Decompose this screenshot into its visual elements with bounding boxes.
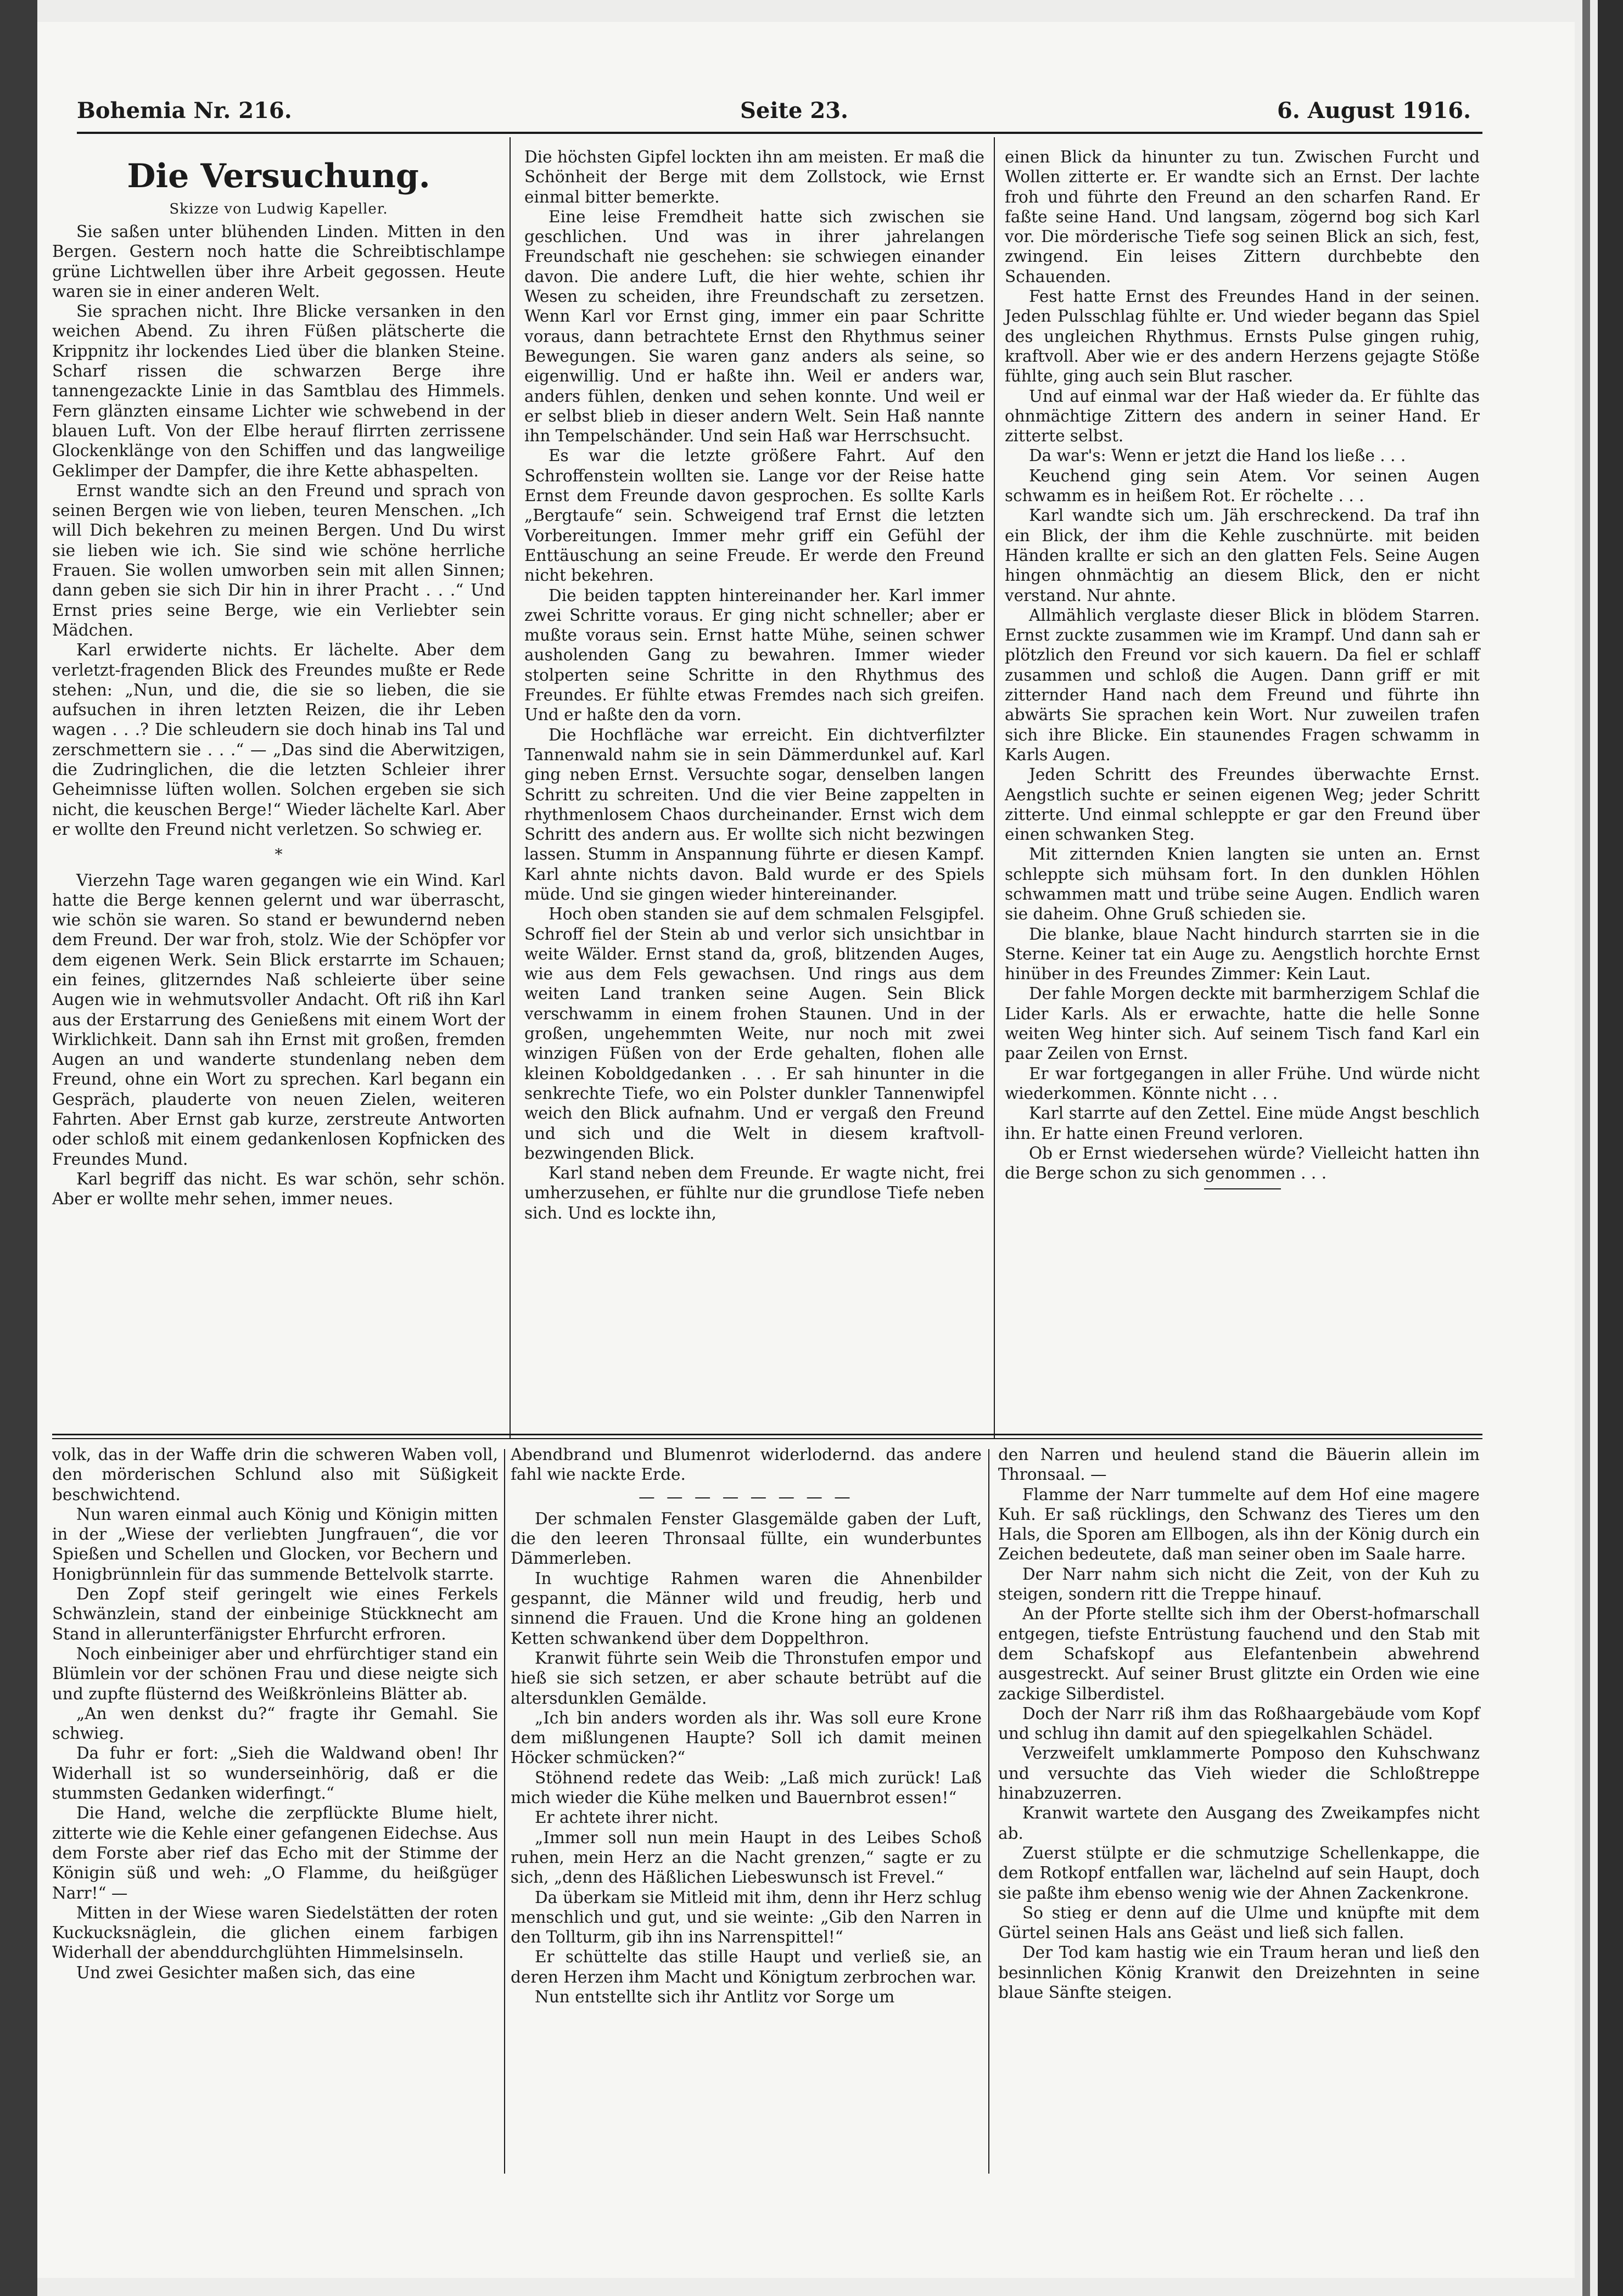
lower-paragraph: Kranwit wartete den Ausgang des Zweikampfes nicht ab. <box>998 1804 1480 1843</box>
lower-column-divider-1 <box>504 1449 505 2174</box>
story-column-2 <box>524 147 984 1223</box>
story-paragraph: Allmählich verglaste dieser Blick in blödem Starren. Ernst zuckte zusammen wie im Krampf. Und dann sah er plötzlich den Freund vor sich kauern. Da fiel er schlaff zusammen und schloß die Augen. Dann griff er mit zitternder Hand nach dem Freund und führte ihn abwärts Sie sprachen kein Wort. Nur zuweilen trafen sich ihre Blicke. Ein staunendes Fragen schwamm in Karls Augen. <box>1005 605 1480 764</box>
lower-paragraph: So stieg er denn auf die Ulme und knüpfte mit dem Gürtel seinen Hals ans Geäst und ließ sich fallen. <box>998 1903 1480 1943</box>
lower-paragraph: Der schmalen Fenster Glasgemälde gaben der Luft, die den leeren Thronsaal füllte, ein wunderbuntes Dämmerleben. <box>511 1509 982 1568</box>
section-separator <box>52 1434 1482 1435</box>
lower-paragraph: An der Pforte stellte sich ihm der Oberst-hofmarschall entgegen, tiefste Entrüstung fauchend und den Stab mit dem Schafskopf aus Elefantenbein abwehrend ausgestreckt. Auf seiner Brust glitzte ein Orden wie eine zackige Silberdistel. <box>998 1604 1480 1703</box>
scan-edge-left <box>0 0 37 2296</box>
story-title: Die Versuchung. <box>127 157 430 195</box>
lower-paragraph: In wuchtige Rahmen waren die Ahnenbilder gespannt, die Männer wild und freudig, herb und sinnend die Frauen. Und die Krone hing an goldenen Ketten schwankend über dem Doppelthron. <box>511 1569 982 1648</box>
header-date: 6. August 1916. <box>1277 98 1471 123</box>
story-paragraph: Die Hochfläche war erreicht. Ein dichtverfilzter Tannenwald nahm sie in sein Dämmerdunkel auf. Karl ging neben Ernst. Versuchte sogar, denselben langen Schritt zu schreiten. Und die vier Beine zappelten in rhythmenlosem Chaos durcheinander. Ernst wich dem Schritt des andern aus. Er wollte sich nicht bezwingen lassen. Stumm in Anspannung führte er diesen Kampf. Karl ahnte nichts davon. Bald wurde er des Spiels müde. Und sie gingen wieder hintereinander. <box>524 725 984 903</box>
story-paragraph: Die beiden tappten hintereinander her. Karl immer zwei Schritte voraus. Er ging nicht schneller; aber er mußte voraus sein. Ernst hatte Mühe, seinen schwer ausholenden Gang zu bewahren. Immer wieder stolperten seine Schritte in den Rhythmus des Freundes. Er fühlte etwas Fremdes nach sich greifen. Und er haßte den da vorn. <box>524 586 984 725</box>
lower-paragraph: den Narren und heulend stand die Bäuerin allein im Thronsaal. — <box>998 1445 1480 1484</box>
story-paragraph: Der fahle Morgen deckte mit barmherzigem Schlaf die Lider Karls. Als er erwachte, hatte die helle Sonne weiten Weg hinter sich. Auf seinem Tisch fand Karl ein paar Zeilen von Ernst. <box>1005 984 1480 1063</box>
story-paragraph: Da war's: Wenn er jetzt die Hand los ließe . . . <box>1029 446 1406 465</box>
story-paragraph: Karl starrte auf den Zettel. Eine müde Angst beschlich ihn. Er hatte einen Freund verloren. <box>1005 1104 1480 1143</box>
lower-column-1 <box>52 1445 498 1983</box>
lower-column-divider-2 <box>988 1449 989 2174</box>
story-byline: Skizze von Ludwig Kapeller. <box>169 201 388 217</box>
lower-paragraph: Nun waren einmal auch König und Königin mitten in der „Wiese der verliebten Jungfrauen“, die vor Spießen und Schellen und Glocken, vor Bechern und Honigbrünnlein für das summende Bettelvolk starrte. <box>52 1505 498 1584</box>
story-paragraph: Es war die letzte größere Fahrt. Auf den Schroffenstein wollten sie. Lange vor der Reise hatte Ernst dem Freunde davon gesprochen. Es sollte Karls „Bergtaufe“ sein. Schweigend traf Ernst die letzten Vorbereitungen. Immer mehr griff ein Gefühl der Enttäuschung an seine Freude. Er werde den Freund nicht bekehren. <box>524 446 984 585</box>
header-publication: Bohemia Nr. 216. <box>77 98 292 123</box>
story-end-rule <box>1204 1188 1281 1189</box>
lower-paragraph: Verzweifelt umklammerte Pomposo den Kuhschwanz und versuchte das Vieh wieder die Schloßtreppe hinabzuzerren. <box>998 1744 1480 1803</box>
story-paragraph: Jeden Schritt des Freundes überwachte Ernst. Aengstlich suchte er seinen eigenen Weg; jeder Schritt zitterte. Und einmal schleppte er gar den Freund über einen schwanken Steg. <box>1005 765 1480 844</box>
story-paragraph: Mit zitternden Knien langten sie unten an. Ernst schleppte sich mühsam fort. In den dunklen Höhlen schwammen matt und trübe seine Augen. Endlich waren sie daheim. Ohne Gruß schieden sie. <box>1005 845 1480 924</box>
lower-paragraph: „Immer soll nun mein Haupt in des Leibes Schoß ruhen, mein Herz an die Nacht grenzen,“ sagte er zu sich, „denn des Häßlichen Liebeswunsch ist Frevel.“ <box>511 1828 982 1887</box>
lower-column-2 <box>511 1445 982 2007</box>
story-paragraph: einen Blick da hinunter zu tun. Zwischen Furcht und Wollen zitterte er. Er wandte sich an Ernst. Der lachte froh und führte den Freund an den scharfen Rand. Er faßte seine Hand. Und langsam, zögernd bog sich Karl vor. Die mörderische Tiefe sog seinen Blick an sich, fest, zwingend. Ein leises Zittern durchbebte den Schauenden. <box>1005 148 1480 286</box>
lower-paragraph: „Ich bin anders worden als ihr. Was soll eure Krone dem mißlungenen Haupte? Soll ich damit meinen Höcker schmücken?“ <box>511 1708 982 1767</box>
lower-paragraph: Die Hand, welche die zerpflückte Blume hielt, zitterte wie die Kehle einer gefangenen Eidechse. Aus dem Forste aber rief das Echo mit der Stimme der Königin süß und weh: „O Flamme, du heißgüger Narr!“ — <box>52 1804 498 1902</box>
lower-paragraph: Da überkam sie Mitleid mit ihm, denn ihr Herz schlug menschlich und gut, und sie weinte: „Gib den Narren in den Tollturm, gib ihn ins Narrenspittel!“ <box>511 1888 982 1947</box>
story-paragraph: Und auf einmal war der Haß wieder da. Er fühlte das ohnmächtige Zittern des andern in seiner Hand. Er zitterte selbst. <box>1005 386 1480 446</box>
story-column-1 <box>52 138 505 1209</box>
lower-paragraph: Der Tod kam hastig wie ein Traum heran und ließ den besinnlichen König Kranwit den Dreizehnten in seine blaue Sänfte steigen. <box>998 1943 1480 2002</box>
column-divider-2 <box>994 137 995 1438</box>
lower-paragraph: Er achtete ihrer nicht. <box>535 1808 719 1827</box>
lower-dash-break: — — — — — — — — <box>639 1487 854 1506</box>
story-paragraph: Ernst wandte sich an den Freund und sprach von seinen Bergen wie von lieben, teuren Menschen. „Ich will Dich bekehren zu meinen Bergen. Und Du wirst sie lieben wie ich. Sie sind wie schöne herrliche Frauen. Sie wollen umworben sein mit allen Sinnen; dann geben sie sich Dir hin in ihrer Pracht . . .“ Und Ernst pries seine Berge, wie ein Verliebter sein Mädchen. <box>52 481 505 639</box>
lower-paragraph: Mitten in der Wiese waren Siedelstätten der roten Kuckucksnäglein, die glichen einem farbigen Widerhall der abenddurchglühten Himmelsinseln. <box>52 1903 498 1962</box>
header-rule <box>77 132 1482 134</box>
story-paragraph: Sie sprachen nicht. Ihre Blicke versanken in den weichen Abend. Zu ihren Füßen plätscherte die Krippnitz ihr lockendes Lied über die blanken Steine. Scharf rissen die schwarzen Berge ihre tannengezackte Linie in das Samtblau des Himmels. Fern glänzten einsame Lichter wie schwebend in der blauen Luft. Von der Elbe herauf flirrten zerrissene Glockenklänge von den Schiffen und das langweilige Geklimper der Dampfer, die ihre Kette abhaspelten. <box>52 302 505 480</box>
section-break-asterisk: * <box>275 845 283 864</box>
story-paragraph: Karl begriff das nicht. Es war schön, sehr schön. Aber er wollte mehr sehen, immer neues. <box>52 1169 505 1209</box>
lower-paragraph: Nun entstellte sich ihr Antlitz vor Sorge um <box>535 1988 895 2007</box>
lower-paragraph: volk, das in der Waffe drin die schweren Waben voll, den mörderischen Schlund also mit Süßigkeit beschwichtend. <box>52 1445 498 1504</box>
story-paragraph: Er war fortgegangen in aller Frühe. Und würde nicht wiederkommen. Könnte nicht . . . <box>1005 1064 1480 1103</box>
lower-paragraph: Flamme der Narr tummelte auf dem Hof eine magere Kuh. Er saß rücklings, den Schwanz des Tieres um den Hals, die Sporen am Ellbogen, als ihn der König durch ein Zeichen bedeutete, daß man seiner oben im Saale harre. <box>998 1485 1480 1564</box>
story-paragraph: Karl wandte sich um. Jäh erschreckend. Da traf ihn ein Blick, der ihm die Kehle zuschnürte. mit beiden Händen krallte er sich an den glatten Fels. Seine Augen hingen ohnmächtig an diesem Blick, den er nicht verstand. Nur ahnte. <box>1005 506 1480 605</box>
lower-column-3 <box>998 1445 1480 2002</box>
story-paragraph: Hoch oben standen sie auf dem schmalen Felsgipfel. Schroff fiel der Stein ab und verlor sich unsichtbar in weite Wälder. Ernst stand da, groß, blitzenden Auges, wie aus dem Fels gewachsen. Und rings aus dem weiten Land tranken seine Augen. Sein Blick verschwamm in einem frohen Staunen. Und in der großen, ungehemmten Weite, nur noch mit zwei winzigen Füßen von der Erde gehalten, flohen alle kleinen Koboldgedanken . . . Er sah hinunter in die senkrechte Tiefe, wo ein Polster dunkler Tannenwipfel weich den Blick aufnahm. Und er vergaß den Freund und sich und die Welt in diesem kraftvoll-bezwingenden Blick. <box>524 905 984 1163</box>
lower-paragraph: Und zwei Gesichter maßen sich, das eine <box>76 1963 416 1982</box>
column-divider-1 <box>510 137 511 1438</box>
lower-paragraph: Noch einbeiniger aber und ehrfürchtiger stand ein Blümlein vor der schönen Frau und diese neigte sich und zupfte flüsternd des Weißkrönleins Blätter ab. <box>52 1644 498 1703</box>
story-paragraph: Eine leise Fremdheit hatte sich zwischen sie geschlichen. Und was in ihrer jahrelangen Freundschaft nie geschehen: sie schwiegen einander davon. Die andere Luft, die hier wehte, schien ihr Wesen zu scheiden, ihre Freundschaft zu zersetzen. Wenn Karl vor Ernst ging, immer ein paar Schritte voraus, dann betrachtete Ernst den Rhythmus seiner Bewegungen. Sie waren ganz anders als seine, so eigenwillig. Und er haßte ihn. Weil er anders war, anders fühlen, denken und sehen konnte. Und weil er er selbst blieb in dieser andern Welt. Sein Haß nannte ihn Tempelschänder. Und sein Haß war Herrschsucht. <box>524 207 984 446</box>
story-paragraph: Vierzehn Tage waren gegangen wie ein Wind. Karl hatte die Berge kennen gelernt und war überrascht, wie schön sie waren. So stand er bewundernd neben dem Freund. Der war froh, stolz. Wie der Schöpfer vor dem eigenen Werk. Sein Blick erstarrte im Schauen; ein feines, glitzerndes Naß schleierte über seine Augen wie in wehmutsvoller Andacht. Oft riß ihn Karl aus der Erstarrung des Genießens mit einem Wort der Wirklichkeit. Dann sah ihn Ernst mit großen, fremden Augen an und wanderte stundenlang neben dem Freund, ohne ein Wort zu sprechen. Karl begann ein Gespräch, plauderte von neuen Zielen, weiteren Fahrten. Aber Ernst gab kurze, zerstreute Antworten oder schloß mit einem gedankenlosen Kopfnicken des Freundes Mund. <box>52 871 505 1169</box>
story-paragraph: Sie saßen unter blühenden Linden. Mitten in den Bergen. Gestern noch hatte die Schreibtischlampe grüne Lichtwellen über ihre Arbeit gegossen. Heute waren sie in einer anderen Welt. <box>52 222 505 301</box>
section-separator-thin <box>52 1438 1482 1439</box>
story-paragraph: Die blanke, blaue Nacht hindurch starrten sie in die Sterne. Keiner tat ein Auge zu. Aengstlich horchte Ernst hinüber in des Freundes Zimmer: Kein Laut. <box>1005 924 1480 984</box>
lower-paragraph: Doch der Narr riß ihm das Roßhaargebäude vom Kopf und schlug ihn damit auf den spiegelkahlen Schädel. <box>998 1704 1480 1743</box>
lower-paragraph: Kranwit führte sein Weib die Thronstufen empor und hieß sie sich setzen, er aber schaute betrübt auf die altersdunklen Gemälde. <box>511 1648 982 1708</box>
lower-paragraph: Zuerst stülpte er die schmutzige Schellenkappe, die dem Rotkopf entfallen war, lächelnd auf sein Haupt, doch sie paßte ihm ebenso wenig wie der Ahnen Zackenkrone. <box>998 1843 1480 1902</box>
scan-edge-right <box>1598 0 1623 2296</box>
lower-paragraph: „An wen denkst du?“ fragte ihr Gemahl. Sie schwieg. <box>52 1704 498 1743</box>
story-paragraph: Ob er Ernst wiedersehen würde? Vielleicht hatten ihn die Berge schon zu sich genommen . . . <box>1005 1143 1480 1183</box>
lower-paragraph: Da fuhr er fort: „Sieh die Waldwand oben! Ihr Widerhall ist so wunderseinhörig, daß er die stummsten Gedanken widerfingt.“ <box>52 1744 498 1803</box>
story-paragraph: Keuchend ging sein Atem. Vor seinen Augen schwamm es in heißem Rot. Er röchelte . . . <box>1005 466 1480 506</box>
header-page-number: Seite 23. <box>740 98 848 123</box>
lower-paragraph: Er schüttelte das stille Haupt und verließ sie, an deren Herzen ihm Macht und Königtum zerbrochen war. <box>511 1947 982 1986</box>
story-paragraph: Karl stand neben dem Freunde. Er wagte nicht, frei umherzusehen, er fühlte nur die grundlose Tiefe neben sich. Und es lockte ihn, <box>524 1164 984 1222</box>
story-paragraph: Die höchsten Gipfel lockten ihn am meisten. Er maß die Schönheit der Berge mit dem Zollstock, wie Ernst einmal bitter bemerkte. <box>524 148 984 206</box>
lower-paragraph: Den Zopf steif geringelt wie eines Ferkels Schwänzlein, stand der einbeinige Stückknecht am Stand in allerunterfänigster Ehrfurcht erfroren. <box>52 1585 498 1643</box>
story-paragraph: Fest hatte Ernst des Freundes Hand in der seinen. Jeden Pulsschlag fühlte er. Und wieder begann das Spiel des ungleichen Rhythmus. Ernsts Pulse gingen ruhig, kraftvoll. Aber wie er des andern Herzens gejagte Stöße fühlte, ging auch sein Blut rascher. <box>1005 287 1480 386</box>
story-column-3 <box>1005 147 1480 1189</box>
lower-paragraph: Abendbrand und Blumenrot widerlodernd. das andere fahl wie nackte Erde. <box>511 1445 982 1484</box>
lower-paragraph: Stöhnend redete das Weib: „Laß mich zurück! Laß mich wieder die Kühe melken und Bauernbrot essen!“ <box>511 1768 982 1807</box>
scan-edge-right-inner <box>1582 0 1590 2296</box>
lower-paragraph: Der Narr nahm sich nicht die Zeit, von der Kuh zu steigen, sondern ritt die Treppe hinauf. <box>998 1564 1480 1604</box>
story-paragraph: Karl erwiderte nichts. Er lächelte. Aber dem verletzt-fragenden Blick des Freundes mußte er Rede stehen: „Nun, und die, die sie so lieben, die sie aufsuchen in ihren letzten Reizen, die ihr Leben wagen . . .? Die schleudern sie doch hinab ins Tal und zerschmettern sie . . .“ — „Das sind die Aberwitzigen, die Zudringlichen, die die letzten Schleier ihrer Geheimnisse lüften wollen. Solchen ergeben sie sich nicht, die keuschen Berge!“ Wieder lächelte Karl. Aber er wollte den Freund nicht verletzen. So schwieg er. <box>52 641 505 839</box>
